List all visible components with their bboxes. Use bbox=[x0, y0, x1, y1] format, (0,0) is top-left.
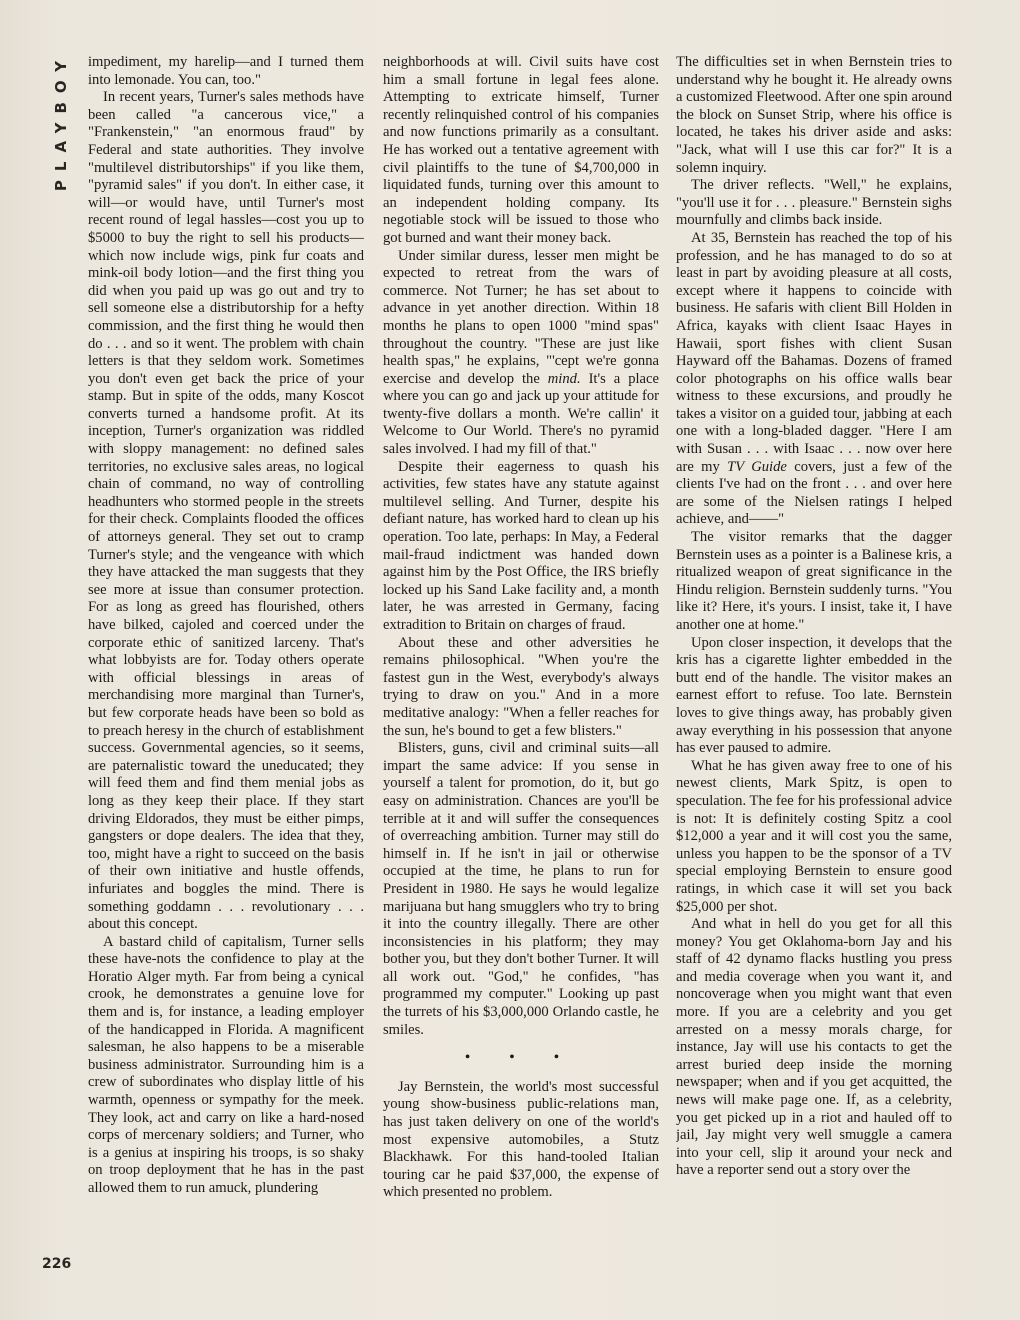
paragraph: What he has given away free to one of his newest clients, Mark Spitz, is open to speculation. The fee for his professional advice is not: It is definitely costing Spitz a cool $12,000 a year and it will cost you the same, unless you happen to be the sponsor of a TV special employing Bernstein to ensure good ratings, in which case it will set you back $25,000 per shot. bbox=[676, 757, 952, 915]
paragraph bbox=[383, 248, 659, 459]
emphasis-text: mind. bbox=[547, 370, 581, 387]
paragraph bbox=[676, 230, 952, 529]
running-head: PLAYBOY bbox=[52, 52, 70, 192]
paragraph: And what in hell do you get for all this money? You get Oklahoma-born Jay and his staff of 42 dynamo flacks hustling you press and media coverage when you want it, and noncoverage when you might want that even more. If you are a celebrity and you get arrested on a messy morals charge, for instance, Jay will use his contacts to get the arrest buried deep inside the morning newspaper; when and if you get acquitted, the news will make page one. If, as a celebrity, you get picked up in a riot and hauled off to jail, Jay might very well smuggle a camera into your cell, slip it around your neck and have a reporter send out a story over the bbox=[676, 916, 952, 1179]
paragraph: A bastard child of capitalism, Turner sells these have-nots the confidence to play at the Horatio Alger myth. Far from being a cynical crook, he demonstrates a genuine love for them and is, for instance, a leading employer of the handicapped in Florida. A magnificent salesman, he also happens to be a miserable business administrator. Surrounding him is a crew of subordinates who display little of his warmth, openness or sympathy for the meek. They look, act and carry on like a hard-nosed corps of mercenary soldiers; and Turner, who is a genius at inspiring his troops, is so shaky on troop deployment that he has in the past allowed them to run amuck, plundering bbox=[88, 933, 364, 1196]
paragraph: About these and other adversities he remains philosophical. "When you're the fastest gun in the West, everybody's always trying to draw on you." And in a more meditative analogy: "When a feller reaches for the sun, he's bound to get a few blisters." bbox=[383, 634, 659, 739]
paragraph: neighborhoods at will. Civil suits have cost him a small fortune in legal fees alone. Attempting to extricate himself, Turner recently relinquished control of his companies and now functions primarily as a consultant. He has worked out a tentative agreement with civil plaintiffs to the tune of $4,700,000 in liquidated funds, turning over this amount to an independent holding company. Its negotiable stock will be issued to those who got burned and want their money back. bbox=[383, 54, 659, 246]
paragraph-text: It's a place where you can go and jack up your attitude for twenty-five dollars a month. We're callin' it Welcome to Our World. There's no pyramid sales involved. I had my fill of that." bbox=[383, 370, 659, 458]
paragraph-text: Under similar duress, lesser men might be expected to retreat from the wars of commerce. Not Turner; he has set about to advance in yet another direction. Within 18 months he plans to open 1000 "mind spas" throughout the country. "These are just like health spas," he explains, "'cept we're gonna exercise and develop the bbox=[383, 247, 659, 387]
emphasis-text: TV Guide bbox=[727, 458, 787, 475]
paragraph: The driver reflects. "Well," he explains, "you'll use it for . . . pleasure." Bernstein sighs mournfully and climbs back inside. bbox=[676, 177, 952, 229]
page-number: 226 bbox=[42, 1256, 72, 1272]
paragraph: Despite their eagerness to quash his activities, few states have any statute against multilevel selling. And Turner, despite his defiant nature, has worked hard to clean up his operation. Too late, perhaps: In May, a Federal mail-fraud indictment was handed down against him by the Post Office, the IRS briefly locked up his Sand Lake facility and, a month later, he was arrested in Germany, facing extradition to Britain on charges of fraud. bbox=[383, 458, 659, 633]
section-break: • • • bbox=[465, 1050, 577, 1066]
paragraph: The visitor remarks that the dagger Bernstein uses as a pointer is a Balinese kris, a ritualized weapon of great significance in the Hindu religion. Bernstein suddenly turns. "You like it? Here, it's yours. I insist, take it, I have another one at home." bbox=[676, 529, 952, 633]
text-column-3 bbox=[676, 54, 952, 1294]
paragraph-text: At 35, Bernstein has reached the top of his profession, and he has managed to do so at least in part by avoiding pleasure at all costs, except where it happens to coincide with business. He safaris with client Bill Holden in Africa, kayaks with client Isaac Hayes in Hawaii, sport fishes with client Susan Hayward off the Bahamas. Dozens of framed color photographs on his office walls bear witness to these excursions, and proudly he takes a visitor on a guided tour, jabbing at each one with a long-bladed dagger. "Here I am with Susan . . . with Isaac . . . now over here are my bbox=[676, 229, 952, 475]
paragraph: Blisters, guns, civil and criminal suits—all impart the same advice: If you sense in yourself a talent for promotion, do it, but go easy on administration. Chances are you'll be terrible at it and will suffer the consequences of overreaching ambition. Turner may still do himself in. If he isn't in jail or otherwise occupied at the time, he plans to run for President in 1980. He says he would legalize marijuana but hang smugglers who try to bring it into the country illegally. There are other inconsistencies in his platform; they may bother you, but they don't bother Turner. It will all work out. "God," he confides, "has programmed my computer." Looking up past the turrets of his $3,000,000 Orlando castle, he smiles. bbox=[383, 740, 659, 1038]
paragraph: Upon closer inspection, it develops that the kris has a cigarette lighter embedded in the butt end of the handle. The visitor makes an earnest effort to refuse. Too late. Bernstein loves to give things away, has probably given away everything in his possession that anyone has ever paused to admire. bbox=[676, 634, 952, 757]
paragraph: Jay Bernstein, the world's most successful young show-business public-relations man, has just taken delivery on one of the world's most expensive automobiles, a Stutz Blackhawk. For this hand-tooled Italian touring car he paid $37,000, the expense of which presented no problem. bbox=[383, 1078, 659, 1201]
paragraph: impediment, my harelip—and I turned them into lemonade. You can, too." bbox=[88, 54, 364, 88]
paragraph: In recent years, Turner's sales methods have been called "a cancerous vice," a "Frankenstein," "an enormous fraud" by Federal and state authorities. They involve "multilevel distributorships" if you like them, "pyramid sales" if you don't. In either case, it will—or would have, until Turner's most recent round of legal hassles—cost you up to $5000 to buy the right to sell his products—which now include wigs, pink fur coats and mink-oil body lotion—and the first thing you did when you paid up was go out and try to sell someone else a distributorship for a hefty commission, and the first thing he would then do . . . and so it went. The problem with chain letters is that they seldom work. Sometimes you don't even get back the price of your stamp. But in spite of the odds, many Koscot converts turned a handsome profit. At its inception, Turner's organization was riddled with sloppy management: no defined sales territories, no exclusive sales areas, no logical chain of command, no way of controlling headhunters who stormed people in the streets for their check. Complaints flooded the offices of attorneys general. They set out to cramp Turner's style; and the vengeance with which they have attacked the man suggests that they see more at issue than consumer protection. For as long as greed has flourished, others have bilked, cajoled and coerced under the corporate ethic of sanitized larceny. That's what lobbyists are for. Today others operate with official blessings in areas of merchandising more marginal than Turner's, but few corporate heads have been so bold as to preach heresy in the church of establishment success. Governmental agencies, so it seems, are paternalistic toward the uneducated; they will feed them and find them menial jobs as long as they keep their place. If they start driving Eldorados, they must be either pimps, gangsters or dope dealers. The idea that they, too, might have a right to succeed on the basis of their own initiative and hustle offends, infuriates and boggles the mind. There is something goddamn . . . revolutionary . . . about this concept. bbox=[88, 89, 364, 933]
paragraph: The difficulties set in when Bernstein tries to understand why he bought it. He already owns a customized Fleetwood. After one spin around the block on Sunset Strip, where his office is located, he takes his driver aside and asks: "Jack, what will I use this car for?" It is a solemn inquiry. bbox=[676, 54, 952, 176]
text-column-2 bbox=[383, 54, 659, 1294]
paragraph-text: covers, just a few of the clients I've had on the front . . . and over here are some of the Nielsen ratings I helped achieve, and——" bbox=[676, 458, 952, 528]
text-column-1 bbox=[88, 54, 364, 1294]
